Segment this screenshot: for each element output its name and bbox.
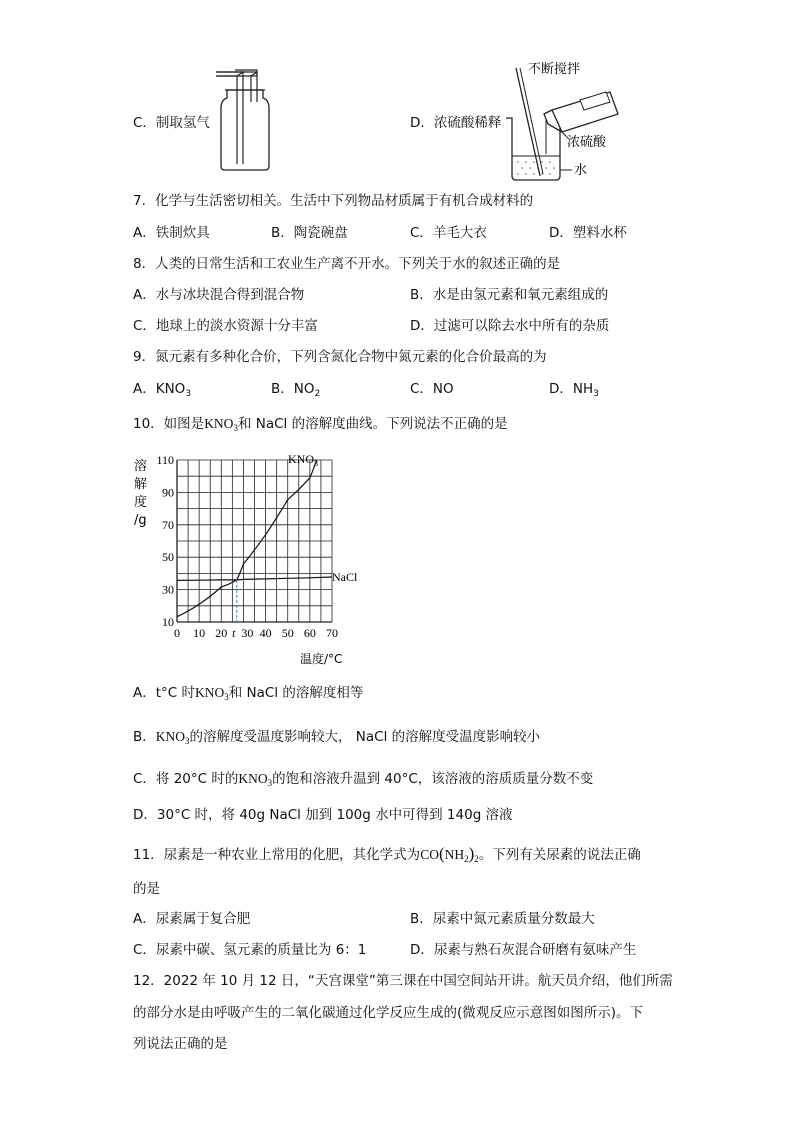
q7-option-a: A．铁制炊具 bbox=[133, 225, 210, 241]
q7-option-d: D．塑料水杯 bbox=[549, 225, 627, 241]
series-label-kno3-sub: 3 bbox=[314, 459, 318, 468]
series-line-kno3 bbox=[177, 460, 317, 617]
q10-stem-b: 和 NaCl 的溶解度曲线。下列说法不正确的是 bbox=[237, 416, 508, 432]
q11-formula-paren-open: ( bbox=[438, 844, 445, 863]
solubility-chart bbox=[128, 450, 388, 670]
q11-formula-paren-close: ) bbox=[468, 844, 475, 863]
q9-option-b-sub: 2 bbox=[314, 389, 321, 399]
q11-stem-a: 11．尿素是一种农业上常用的化肥，其化学式为 bbox=[133, 847, 421, 863]
q10-option-a-pre: A．t°C 时 bbox=[133, 685, 195, 701]
q8-option-c: C．地球上的淡水资源十分丰富 bbox=[133, 318, 318, 334]
q10-option-c-kno: KNO bbox=[238, 771, 268, 786]
x-tick-label: 0 bbox=[174, 626, 180, 640]
q11-option-d: D．尿素与熟石灰混合研磨有氨味产生 bbox=[410, 942, 637, 958]
q10-option-b-post: 的溶解度受温度影响较大， NaCl 的溶解度受温度影响较小 bbox=[189, 729, 541, 745]
q7-stem: 7．化学与生活密切相关。生活中下列物品材质属于有机合成材料的 bbox=[133, 193, 534, 209]
y-axis-label-char: /g bbox=[134, 513, 147, 528]
q9-option-d-sub: 3 bbox=[593, 389, 599, 399]
y-axis-label-char: 解 bbox=[134, 477, 148, 492]
q9-option-d bbox=[549, 380, 599, 403]
x-axis-label: 温度/°C bbox=[300, 652, 343, 666]
q8-option-b: B．水是由氢元素和氧元素组成的 bbox=[410, 287, 609, 303]
y-tick-label: 10 bbox=[162, 615, 174, 629]
q6-option-c: C．制取氢气 bbox=[133, 115, 210, 131]
y-tick-label: 90 bbox=[162, 485, 174, 500]
q12-line-2: 的部分水是由呼吸产生的二氧化碳通过化学反应生成的(微观反应示意图如图所示)。下 bbox=[133, 1005, 644, 1021]
q9-option-c bbox=[410, 380, 454, 403]
q7-option-b: B．陶瓷碗盘 bbox=[271, 225, 348, 241]
x-tick-label: 20 bbox=[215, 626, 228, 640]
series-label-nacl: NaCl bbox=[332, 570, 358, 584]
q10-option-a-sub: 3 bbox=[224, 692, 229, 702]
q8-option-a: A．水与冰块混合得到混合物 bbox=[133, 287, 305, 303]
q6-option-d: D．浓硫酸稀释 bbox=[410, 115, 502, 131]
q9-option-a bbox=[133, 380, 191, 403]
long-tube bbox=[237, 72, 243, 164]
y-axis-label-char: 溶 bbox=[134, 459, 148, 474]
q11-formula-sub: 2 bbox=[464, 854, 469, 864]
x-tick-label: 10 bbox=[193, 626, 206, 640]
q11-stem-b: 。下列有关尿素的说法正确 bbox=[478, 847, 641, 863]
x-tick-label: 40 bbox=[259, 626, 272, 640]
q11-stem-line2: 的是 bbox=[133, 881, 160, 897]
q10-stem-a: 10．如图是 bbox=[133, 416, 205, 432]
q10-option-b-sub: 3 bbox=[185, 736, 190, 746]
chart-grid bbox=[177, 460, 332, 622]
gas-bottle-diagram bbox=[205, 68, 280, 173]
q11-option-a: A．尿素属于复合肥 bbox=[133, 911, 251, 927]
y-tick-label: 110 bbox=[156, 453, 174, 467]
q9-option-d-text: D．NH bbox=[549, 381, 594, 397]
q7-option-c: C．羊毛大衣 bbox=[410, 225, 487, 241]
q12-line-3: 列说法正确的是 bbox=[133, 1036, 228, 1052]
series-label-kno3 bbox=[288, 452, 318, 468]
q10-option-b-kno: KNO bbox=[155, 729, 186, 744]
q9-option-c-text: C．NO bbox=[410, 381, 454, 397]
q9-option-a-sub: 3 bbox=[185, 389, 192, 399]
chart-ticks bbox=[156, 453, 338, 640]
stirring-rod bbox=[516, 68, 540, 176]
q11-formula-nh: NH bbox=[444, 847, 465, 862]
y-tick-label: 50 bbox=[162, 550, 174, 565]
q10-option-b-pre: B． bbox=[133, 729, 156, 745]
q10-option-a-post: 和 NaCl 的溶解度相等 bbox=[228, 685, 364, 701]
q10-option-c bbox=[133, 770, 593, 792]
series-label-kno3-text: KNO bbox=[288, 452, 314, 466]
x-tick-label: t bbox=[232, 626, 236, 640]
q10-option-c-pre: C．将 20°C 时的 bbox=[133, 771, 239, 787]
q9-option-a-text: A．KNO bbox=[133, 381, 186, 397]
water-label: 水 bbox=[574, 163, 588, 178]
q9-option-b bbox=[271, 380, 320, 403]
q10-option-c-post: 的饱和溶液升温到 40°C，该溶液的溶质质量分数不变 bbox=[272, 771, 594, 787]
y-tick-label: 70 bbox=[162, 517, 174, 532]
q10-option-b bbox=[133, 728, 540, 750]
q12-line-1: 12．2022 年 10 月 12 日，“天宫课堂”第三课在中国空间站开讲。航天员介绍，他们所需 bbox=[133, 973, 673, 989]
y-tick-label: 30 bbox=[162, 582, 174, 597]
stirring-rod-edge bbox=[520, 68, 543, 174]
stir-label: 不断搅拌 bbox=[528, 62, 581, 77]
q11-formula-sub2: 2 bbox=[474, 854, 479, 864]
q10-option-c-sub: 3 bbox=[267, 778, 273, 788]
q8-stem: 8．人类的日常生活和工农业生产离不开水。下列关于水的叙述正确的是 bbox=[133, 256, 561, 272]
q10-stem-sub: 3 bbox=[233, 423, 238, 433]
water-dots bbox=[517, 161, 555, 175]
q9-option-b-text: B．NO bbox=[271, 381, 315, 397]
q9-stem: 9．氮元素有多种化合价，下列含氮化合物中氮元素的化合价最高的为 bbox=[133, 349, 547, 365]
q8-option-d: D．过滤可以除去水中所有的杂质 bbox=[410, 318, 610, 334]
q10-stem bbox=[133, 415, 508, 437]
q11-stem bbox=[133, 845, 641, 868]
q11-option-c: C．尿素中碳、氢元素的质量比为 6：1 bbox=[133, 942, 367, 958]
q10-stem-kno: KNO bbox=[204, 416, 234, 431]
q10-option-a-kno: KNO bbox=[195, 685, 225, 700]
q11-formula-co: CO bbox=[420, 847, 439, 862]
x-tick-label: 60 bbox=[303, 626, 316, 640]
y-axis-label bbox=[134, 458, 147, 528]
q10-option-d: D．30°C 时，将 40g NaCl 加到 100g 水中可得到 140g 溶液 bbox=[133, 807, 513, 823]
x-tick-label: 70 bbox=[326, 626, 338, 640]
x-tick-label: 50 bbox=[281, 626, 294, 640]
bottle-body bbox=[221, 90, 269, 170]
acid-label: 浓硫酸 bbox=[567, 135, 607, 150]
q11-option-b: B．尿素中氮元素质量分数最大 bbox=[410, 911, 595, 927]
y-axis-label-char: 度 bbox=[134, 495, 148, 510]
q10-option-a bbox=[133, 684, 363, 706]
acid-dilution-diagram bbox=[500, 58, 630, 183]
x-tick-label: 30 bbox=[241, 626, 254, 640]
